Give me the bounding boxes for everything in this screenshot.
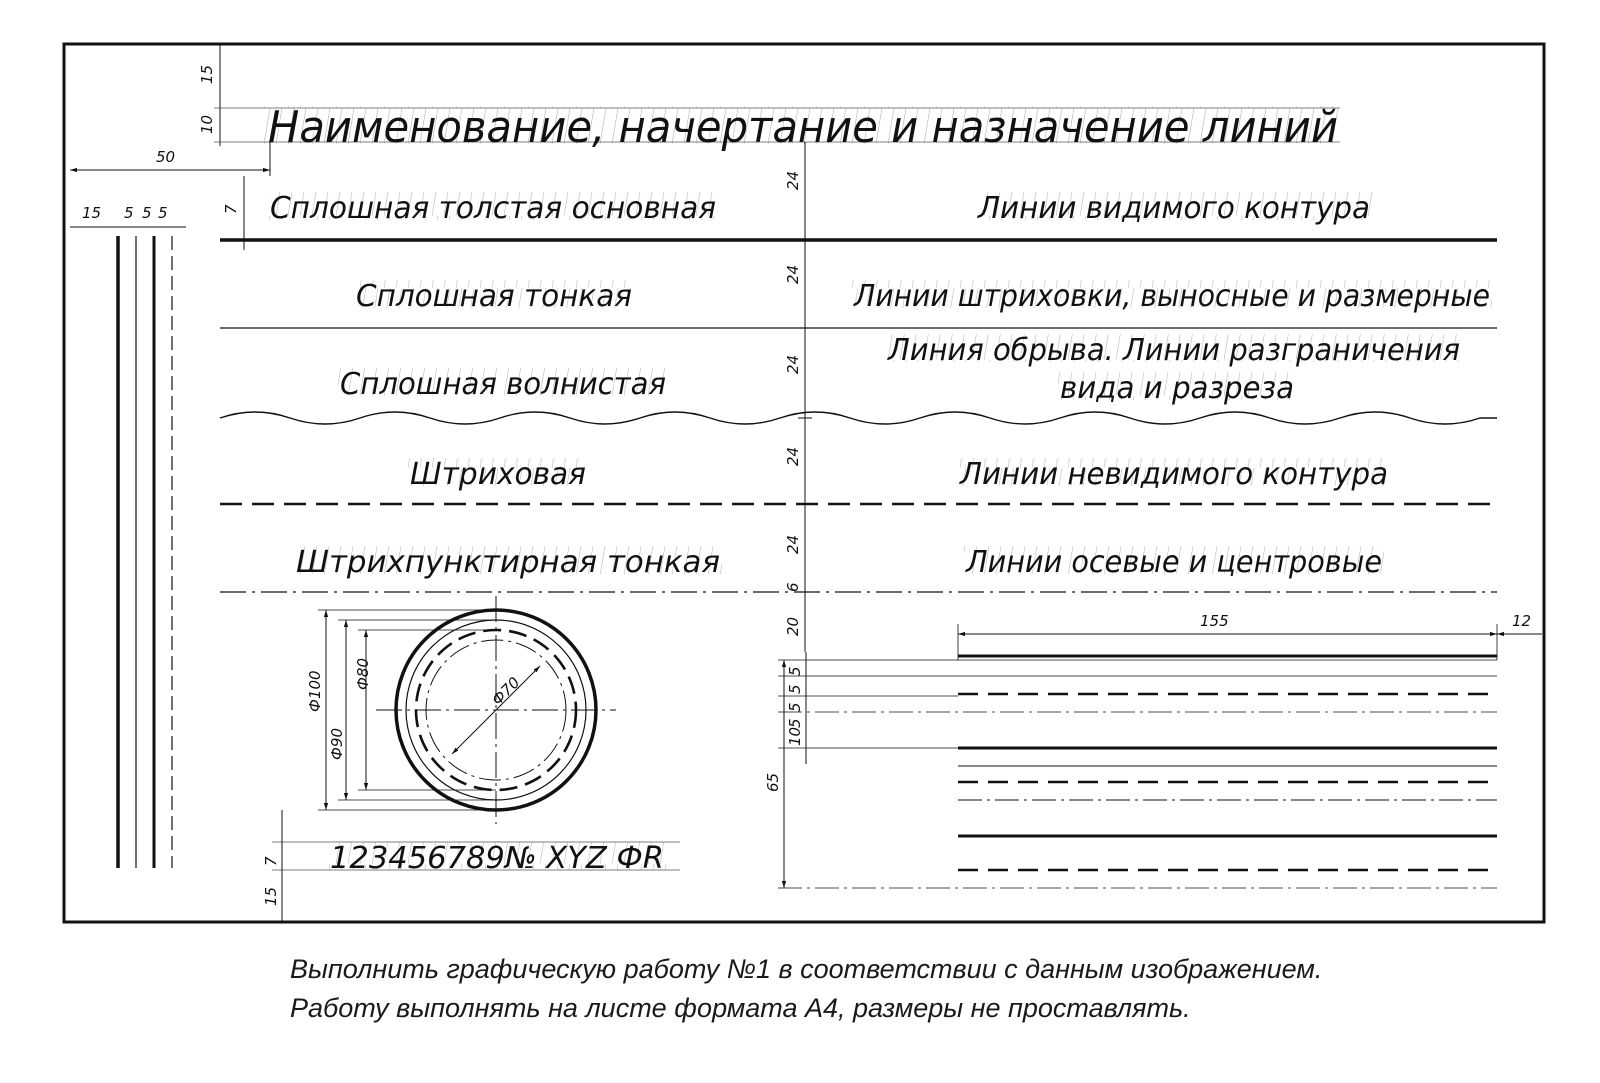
line-purpose-wavy-2: вида и разреза	[1060, 371, 1294, 406]
dim-diameter-90: Ф90	[328, 728, 346, 760]
font-sample-text: 123456789№ XYZ ФR	[330, 841, 664, 876]
line-thickness-sample	[764, 612, 1542, 888]
line-name-dashed: Штриховая	[410, 457, 586, 492]
left-vertical-lines	[70, 204, 186, 868]
dim-row-spacing-4: 24	[784, 446, 802, 466]
line-purpose-solid-thin: Линии штриховки, выносные и размерные	[853, 279, 1490, 314]
dim-title-height: 10	[198, 114, 216, 134]
instruction-caption	[290, 950, 1540, 1028]
dim-bottom-font-height: 7	[262, 856, 280, 866]
dim-diameter-80: Ф80	[354, 658, 372, 690]
row-dashed	[220, 457, 1497, 504]
line-name-solid-thin: Сплошная тонкая	[356, 279, 632, 314]
dim-right-margin: 12	[1512, 612, 1532, 630]
line-purpose-dashed: Линии невидимого контура	[959, 457, 1388, 492]
dim-sample-gap-5: 10	[786, 726, 804, 746]
dim-sample-height: 65	[764, 772, 782, 792]
dim-row-spacing-2: 24	[784, 264, 802, 284]
dim-left-frame: 15	[82, 204, 102, 222]
caption-line-1: Выполнить графическую работу №1 в соответствии с данным изображением.	[290, 954, 1323, 984]
circle-sample	[306, 596, 616, 824]
dim-diameter-100: Ф100	[306, 670, 324, 712]
line-name-solid-thick: Сплошная толстая основная	[270, 191, 716, 226]
line-name-dash-dot: Штрихпунктирная тонкая	[296, 545, 720, 580]
line-purpose-dash-dot: Линии осевые и центровые	[965, 545, 1382, 580]
dim-sample-gap-4: 5	[786, 718, 804, 728]
dim-row-spacing-3: 24	[784, 354, 802, 374]
dim-left-offset: 50	[156, 148, 176, 166]
dim-gap-after-rows: 6	[784, 582, 802, 592]
dim-sample-length: 155	[1200, 612, 1229, 630]
line-name-wavy: Сплошная волнистая	[340, 367, 666, 402]
line-purpose-wavy-1: Линия обрыва. Линии разграничения	[887, 333, 1460, 368]
line-purpose-solid-thick: Линии видимого контура	[977, 191, 1370, 226]
page-title: Наименование, начертание и назначение линий	[268, 102, 1338, 153]
dim-sample-gap-3: 5	[786, 702, 804, 712]
dim-sample-gap-2: 5	[786, 684, 804, 694]
row-dash-dot	[220, 545, 1497, 592]
dim-gap-before-sample: 20	[784, 616, 802, 636]
dim-row-spacing-1: 24	[784, 170, 802, 190]
row-solid-thin	[220, 279, 1497, 328]
dim-font-height: 7	[222, 204, 240, 214]
row-wavy	[220, 333, 1497, 424]
dim-bottom-margin: 15	[262, 886, 280, 906]
dim-sample-gap-1: 5	[786, 666, 804, 676]
dim-row-spacing-5: 24	[784, 534, 802, 554]
dim-diameter-70: Ф70	[488, 673, 524, 709]
dim-gap-2: 5	[142, 204, 152, 222]
dim-top-margin: 15	[198, 64, 216, 84]
caption-line-2: Работу выполнять на листе формата А4, размеры не проставлять.	[290, 993, 1191, 1023]
dim-gap-1: 5	[124, 204, 134, 222]
dim-gap-3: 5	[158, 204, 168, 222]
font-sample-block	[262, 810, 680, 922]
row-solid-thick	[220, 176, 1497, 250]
